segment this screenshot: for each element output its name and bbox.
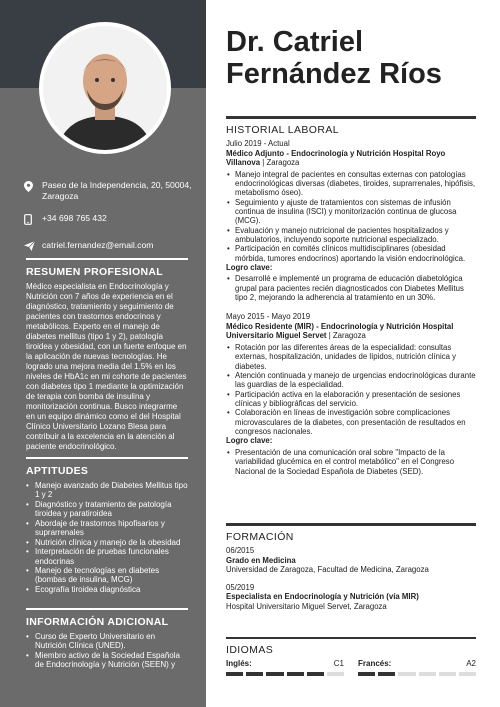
list-item: • Manejo integral de pacientes en consultas externas con patologías endocrinológicas diversas (diabetes, tiroides, suprarrenales, hipófisis, metabolismo óseo).	[226, 170, 476, 198]
list-item: • Manejo avanzado de Diabetes Mellitus tipo 1 y 2	[26, 481, 188, 500]
contact-phone: +34 698 765 432	[42, 213, 107, 224]
job-entry	[226, 312, 476, 475]
list-item: • Curso de Experto Universitario en Nutrición Clínica (UNED).	[26, 632, 188, 651]
level-segment	[246, 672, 263, 676]
job-role: Médico Residente (MIR) - Endocrinología y Nutrición Hospital Universitario Miguel Servet	[226, 321, 454, 341]
job-duties	[226, 170, 476, 263]
history-title: HISTORIAL LABORAL	[226, 124, 340, 136]
level-segment	[358, 672, 375, 676]
additional-section	[26, 608, 188, 670]
languages-title: IDIOMAS	[226, 644, 274, 656]
list-item: • Desarrollé e implementé un programa de educación diabetológica grupal para pacientes recién diagnosticados con Diabetes Mellitus tipo 2, mejorando la adherencia al tratamiento en un 30%.	[226, 274, 476, 302]
section-divider	[26, 608, 188, 610]
level-segment	[287, 672, 304, 676]
language-name: Francés:	[358, 659, 392, 668]
job-place: | Zaragoza	[260, 158, 300, 167]
list-item: • Presentación de una comunicación oral sobre "Impacto de la variabilidad glucémica en el control metabólico" en el Congreso Nacional de la Sociedad Española de Diabetes (SED).	[226, 448, 476, 476]
list-item: • Manejo de tecnologías en diabetes (bombas de insulina, MCG)	[26, 566, 188, 585]
language-level: C1	[333, 659, 344, 668]
language-level-bar	[358, 672, 476, 676]
profile-photo	[39, 22, 171, 154]
job-date: Mayo 2015 - Mayo 2019	[226, 312, 311, 322]
location-pin-icon	[24, 181, 36, 195]
job-achievements	[226, 274, 476, 302]
contact-email[interactable]: catriel.fernandez@email.com	[42, 240, 154, 251]
level-segment	[327, 672, 344, 676]
level-segment	[266, 672, 283, 676]
achievement-label: Logro clave:	[226, 436, 273, 446]
education-degree: Especialista en Endocrinología y Nutrición (vía MIR)	[226, 592, 419, 601]
level-segment	[307, 672, 324, 676]
education-school: Universidad de Zaragoza, Facultad de Medicina, Zaragoza	[226, 565, 429, 574]
education-section	[226, 523, 476, 611]
list-item: • Diagnóstico y tratamiento de patología tiroidea y paratiroidea	[26, 500, 188, 519]
list-item: • Rotación por las diferentes áreas de la especialidad: consultas externas, hospitalización, unidades de lípidos, nutrición clínica y diabetes.	[226, 343, 476, 371]
job-duties	[226, 343, 476, 436]
list-item: • Ecografía tiroidea diagnóstica	[26, 585, 188, 594]
language-item	[226, 659, 344, 676]
summary-section	[26, 258, 188, 452]
language-item	[358, 659, 476, 676]
level-segment	[398, 672, 415, 676]
contact-phone-row	[24, 213, 196, 228]
level-segment	[459, 672, 476, 676]
list-item: • Colaboración en líneas de investigación sobre complicaciones microvasculares de la diabetes, con presentación de resultados en congresos nacionales.	[226, 408, 476, 436]
level-segment	[378, 672, 395, 676]
job-role: Médico Adjunto - Endocrinología y Nutrición Hospital Royo Villanova	[226, 148, 446, 167]
additional-list	[26, 632, 188, 670]
section-divider	[26, 457, 188, 459]
list-item: • Participación en comités clínicos multidisciplinares (obesidad mórbida, tumores endocrinos) aportando la visión endocrinológica.	[226, 244, 476, 263]
summary-text: Médico especialista en Endocrinología y Nutrición con 7 años de experiencia en el diagnóstico, tratamiento y seguimiento de pacientes con trastornos endocrinos y metabólicos. Experto en el manejo de diabetes mellitus (tipo 1 y 2), patología tiroidea y obesidad, con un fuerte enfoque en la aplicación de nuevas tecnologías. He logrado una mejora media del 1.5% en los niveles de HbA1c en mi cohorte de pacientes con diabetes tipo 1 mediante la optimización de terapia con bomba de insulina y monitorización continua. Busco integrarme en un equipo dinámico como el del Hospital Clínico Universitario Lozano Blesa para contribuir a la excelencia en la atención al paciente endocrinológico.	[26, 282, 187, 451]
level-segment	[439, 672, 456, 676]
languages-section	[226, 637, 476, 676]
list-item: • Evaluación y manejo nutricional de pacientes hospitalizados y ambulatorios, incluyendo soporte nutricional especializado.	[226, 226, 476, 245]
education-degree: Grado en Medicina	[226, 555, 296, 565]
job-achievements	[226, 448, 476, 476]
contact-address-row	[24, 180, 196, 201]
section-divider	[226, 637, 476, 639]
sidebar	[0, 0, 206, 707]
list-item: • Interpretación de pruebas funcionales endocrinas	[26, 547, 188, 566]
education-school: Hospital Universitario Miguel Servet, Zaragoza	[226, 601, 387, 611]
language-name: Inglés:	[226, 659, 252, 668]
education-entry	[226, 546, 476, 575]
list-item: • Miembro activo de la Sociedad Española de Endocrinología y Nutrición (SEEN) y	[26, 651, 188, 670]
section-divider	[226, 523, 476, 526]
additional-title: INFORMACIÓN ADICIONAL	[26, 616, 169, 628]
languages-row	[226, 659, 476, 676]
education-date: 05/2019	[226, 582, 255, 592]
contact-block	[24, 180, 196, 266]
language-level-bar	[226, 672, 344, 676]
contact-address: Paseo de la Independencia, 20, 50004, Zaragoza	[42, 180, 192, 201]
history-section	[226, 116, 476, 476]
skills-list	[26, 481, 188, 594]
list-item: • Seguimiento y ajuste de tratamientos con sistemas de infusión continua de insulina (ISCI) y monitorización continua de glucosa (MCG).	[226, 198, 476, 226]
level-segment	[419, 672, 436, 676]
list-item: • Abordaje de trastornos hipofisarios y suprarrenales	[26, 519, 188, 538]
skills-title: APTITUDES	[26, 465, 89, 477]
language-level: A2	[466, 659, 476, 668]
list-item: • Participación activa en la elaboración y presentación de sesiones clínicas y bibliográficas del servicio.	[226, 390, 476, 409]
education-title: FORMACIÓN	[226, 531, 294, 543]
skills-section	[26, 457, 188, 594]
list-item: • Atención continuada y manejo de urgencias endocrinológicas durante las guardias de la especialidad.	[226, 371, 476, 390]
candidate-name: Dr. Catriel Fernández Ríos	[226, 26, 442, 91]
contact-email-row	[24, 240, 196, 254]
list-item: • Nutrición clínica y manejo de la obesidad	[26, 538, 188, 547]
send-icon	[24, 241, 36, 254]
job-place: | Zaragoza	[326, 331, 366, 341]
phone-icon	[24, 214, 36, 228]
section-divider	[226, 116, 476, 119]
section-divider	[26, 258, 188, 260]
achievement-label: Logro clave:	[226, 262, 273, 272]
level-segment	[226, 672, 243, 676]
job-date: Julio 2019 - Actual	[226, 139, 290, 148]
job-entry	[226, 139, 476, 302]
education-entry	[226, 583, 476, 612]
education-date: 06/2015	[226, 546, 255, 555]
summary-title: RESUMEN PROFESIONAL	[26, 266, 163, 278]
